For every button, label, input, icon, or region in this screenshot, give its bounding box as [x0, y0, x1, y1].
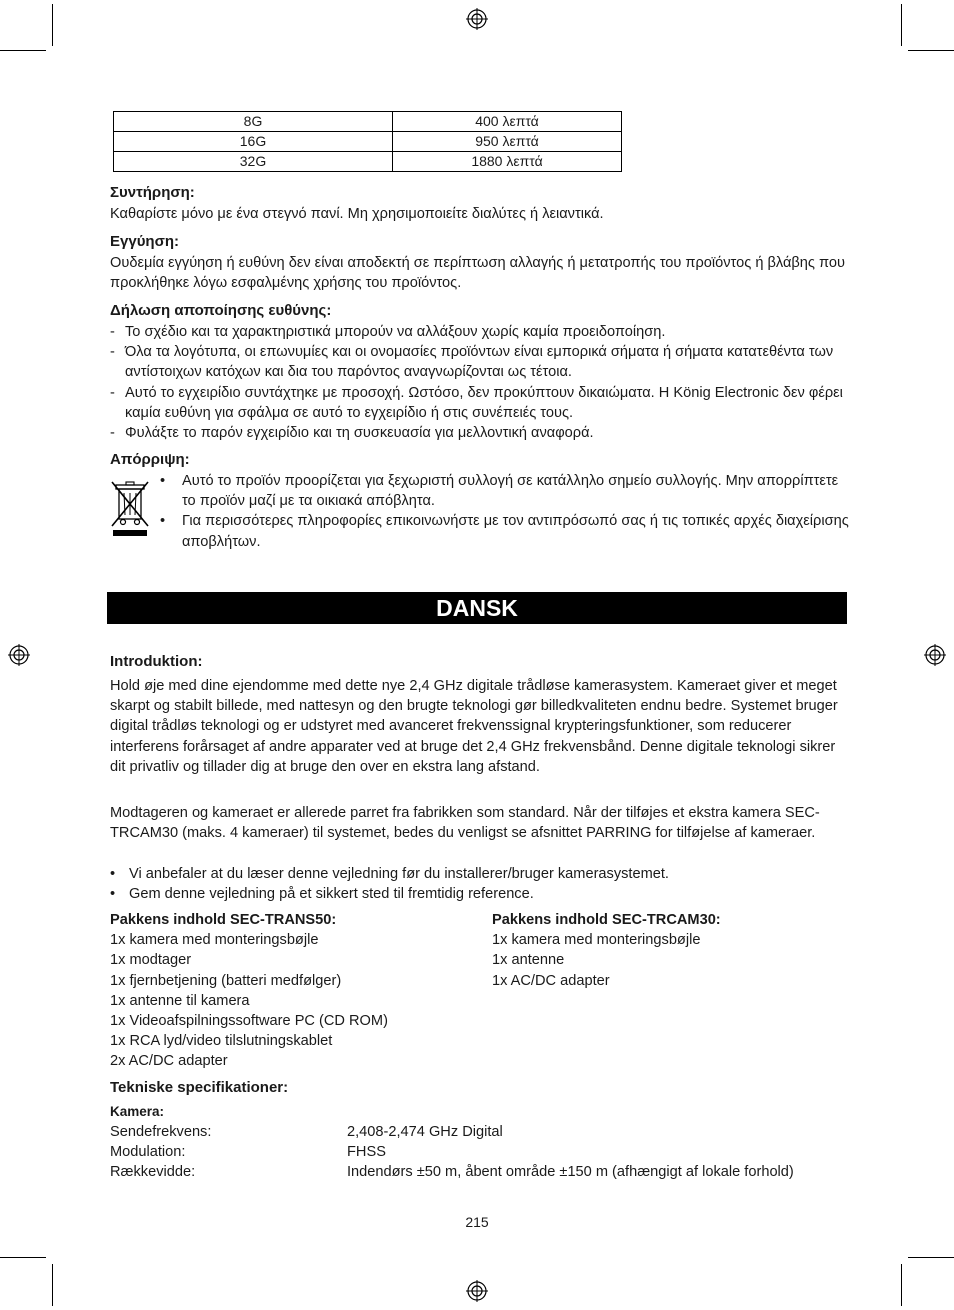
table-cell: 950 λεπτά — [393, 132, 622, 152]
crop-mark — [908, 1257, 954, 1258]
table-cell: 16G — [114, 132, 393, 152]
registration-mark-icon — [924, 644, 946, 666]
spec-label: Modulation: — [110, 1144, 186, 1160]
list-item: 1x antenne — [492, 952, 565, 969]
list-item: • Αυτό το προϊόν προορίζεται για ξεχωριστή συλλογή σε κατάλληλο σημείο συλλογής. Μην απορρίπτετε το προϊόν μαζί με τα οικιακά απόβλητα. — [160, 471, 850, 511]
crop-mark — [901, 4, 902, 46]
specs-subtitle: Kamera: — [110, 1104, 165, 1119]
list-item: • Vi anbefaler at du læser denne vejledning før du installerer/bruger kamerasystemet. — [110, 864, 850, 884]
specs-heading: Tekniske specifikationer: — [110, 1079, 289, 1096]
disposal-list — [160, 471, 850, 552]
warranty-text: Ουδεμία εγγύηση ή ευθύνη δεν είναι αποδεκτή σε περίπτωση αλλαγής ή μετατροπής του προϊόντος ή βλάβης που προκλήθηκε λόγω εσφαλμένης χρήσης του προϊόντος. — [110, 255, 845, 292]
list-item: • Gem denne vejledning på et sikkert sted til fremtidig reference. — [110, 884, 850, 904]
crop-mark — [52, 4, 53, 46]
table-cell: 400 λεπτά — [393, 112, 622, 132]
disclaimer-heading: Δήλωση αποποίησης ευθύνης: — [110, 302, 332, 319]
recording-time-table — [113, 111, 622, 172]
maintenance-heading: Συντήρηση: — [110, 184, 195, 201]
list-item: 1x RCA lyd/video tilslutningskablet — [110, 1033, 333, 1050]
crop-mark — [0, 1257, 46, 1258]
crop-mark — [908, 50, 954, 51]
package-contents-trcam30 — [492, 910, 852, 991]
package-title: Pakkens indhold SEC-TRANS50: — [110, 912, 337, 928]
table-row — [114, 132, 622, 152]
spec-value: FHSS — [347, 1144, 386, 1160]
disclaimer-list — [110, 322, 850, 443]
list-item: • Για περισσότερες πληροφορίες επικοινωνήστε με τον αντιπρόσωπό σας ή τις τοπικές αρχές διαχείρισης αποβλήτων. — [160, 511, 850, 551]
table-cell: 1880 λεπτά — [393, 152, 622, 172]
list-item: 1x antenne til kamera — [110, 992, 250, 1009]
spec-label: Sendefrekvens: — [110, 1124, 212, 1140]
introduction-paragraph: Hold øje med dine ejendomme med dette nye 2,4 GHz digitale trådløse kamerasystem. Kameraet giver et meget skarpt og stabilt billede, med nattesyn og den brugte teknologi gør billedkvaliteten endnu bedre. Systemet bruger digital trådløs teknologi og er udstyret med avanceret frekvenssignal krypteringsfunktioner, som reducerer interferens forårsaget af andre apparater ved at bruge det 2,4 GHz frekvensbånd. Denne digitale teknologi sikrer dit privatliv og tillader dig at bruge den over en ekstra lang afstand. — [110, 678, 838, 775]
package-contents-trans50 — [110, 910, 480, 1072]
crop-mark — [52, 1264, 53, 1306]
disposal-heading: Απόρριψη: — [110, 451, 190, 468]
table-cell: 32G — [114, 152, 393, 172]
list-item: 1x Videoafspilningssoftware PC (CD ROM) — [110, 1013, 388, 1030]
spec-value: 2,408-2,474 GHz Digital — [347, 1124, 503, 1140]
list-item: 1x fjernbetjening (batteri medfølger) — [110, 972, 342, 989]
page-number: 215 — [465, 1214, 489, 1230]
list-item: - Αυτό το εγχειρίδιο συντάχτηκε με προσοχή. Ωστόσο, δεν προκύπτουν δικαιώματα. Η König Electronic δεν φέρει καμία ευθύνη για σφάλμα σε αυτό το εγχειρίδιο ή στις συνέπειές τους. — [110, 383, 850, 423]
weee-crossed-bin-icon — [110, 480, 150, 538]
registration-mark-icon — [466, 1280, 488, 1302]
table-row — [114, 112, 622, 132]
registration-mark-icon — [8, 644, 30, 666]
language-banner: DANSK — [107, 592, 847, 624]
list-item: - Φυλάξτε το παρόν εγχειρίδιο και τη συσκευασία για μελλοντική αναφορά. — [110, 423, 850, 443]
introduction-heading: Introduktion: — [110, 653, 203, 670]
spec-value: Indendørs ±50 m, åbent område ±150 m (afhængigt af lokale forhold) — [347, 1164, 794, 1180]
list-item: - Όλα τα λογότυπα, οι επωνυμίες και οι ονομασίες προϊόντων είναι εμπορικά σήματα ή σήματα κατατεθέντα των αντίστοιχων κατόχων και δια του παρόντος αναγνωρίζονται ως τέτοια. — [110, 342, 850, 382]
list-item: 1x kamera med monteringsbøjle — [492, 932, 701, 949]
package-title: Pakkens indhold SEC-TRCAM30: — [492, 912, 721, 928]
introduction-paragraph: Modtageren og kameraet er allerede parret fra fabrikken som standard. Når der tilføjes et ekstra kamera SEC-TRCAM30 (maks. 4 kameraer) til systemet, bedes du venligst se afsnittet PARRING for tilføjelse af kameraer. — [110, 805, 820, 842]
warranty-heading: Εγγύηση: — [110, 233, 180, 250]
crop-mark — [0, 50, 46, 51]
spec-label: Rækkevidde: — [110, 1164, 196, 1180]
list-item: 1x modtager — [110, 952, 192, 969]
list-item: - Το σχέδιο και τα χαρακτηριστικά μπορούν να αλλάξουν χωρίς καμία προειδοποίηση. — [110, 322, 850, 342]
introduction-bullets — [110, 864, 850, 904]
registration-mark-icon — [466, 8, 488, 30]
list-item: 1x AC/DC adapter — [492, 972, 610, 989]
table-row — [114, 152, 622, 172]
maintenance-text: Καθαρίστε μόνο με ένα στεγνό πανί. Μη χρησιμοποιείτε διαλύτες ή λειαντικά. — [110, 206, 604, 222]
list-item: 1x kamera med monteringsbøjle — [110, 932, 319, 949]
list-item: 2x AC/DC adapter — [110, 1053, 228, 1070]
crop-mark — [901, 1264, 902, 1306]
table-cell: 8G — [114, 112, 393, 132]
